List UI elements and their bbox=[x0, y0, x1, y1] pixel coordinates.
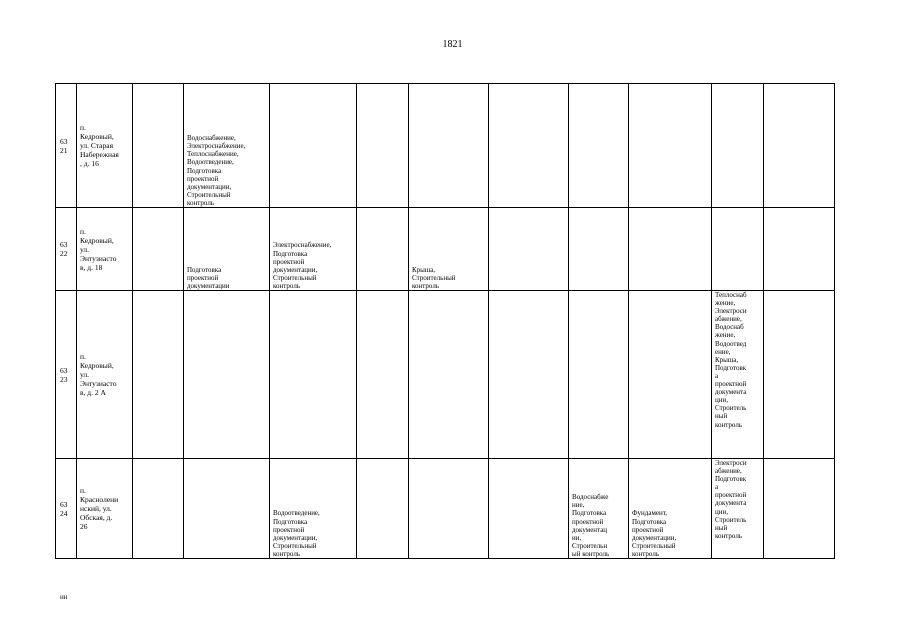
table-cell bbox=[569, 208, 629, 291]
table-cell bbox=[409, 459, 489, 559]
table-cell bbox=[712, 84, 764, 208]
row-number: 63 24 bbox=[56, 459, 77, 559]
address-cell: п. Кедровый, ул. Энтузиасто в, д. 18 bbox=[77, 208, 133, 291]
table-cell bbox=[764, 291, 835, 459]
table-cell: Крыша, Строительный контроль bbox=[409, 208, 489, 291]
table-cell: Подготовка проектной документации bbox=[184, 208, 270, 291]
table-cell bbox=[357, 459, 409, 559]
table-cell bbox=[629, 291, 712, 459]
table-cell bbox=[133, 291, 184, 459]
table-cell bbox=[489, 84, 569, 208]
table-cell: Водоснабже ние, Подготовка проектной документац ии, Строительн ый контроль bbox=[569, 459, 629, 559]
page-number: 1821 bbox=[442, 39, 463, 50]
works-table bbox=[55, 83, 835, 559]
table-cell: Электроснабжение, Подготовка проектной документации, Строительный контроль bbox=[270, 208, 357, 291]
table-cell bbox=[409, 84, 489, 208]
row-number: 63 21 bbox=[56, 84, 77, 208]
footer-mark: нн bbox=[60, 593, 68, 601]
address-cell: п. Кедровый, ул. Энтузиасто в, д. 2 А bbox=[77, 291, 133, 459]
table-cell bbox=[712, 208, 764, 291]
table-cell: Водоотведение, Подготовка проектной документации, Строительный контроль bbox=[270, 459, 357, 559]
table-cell bbox=[357, 84, 409, 208]
table-cell bbox=[489, 291, 569, 459]
table-cell bbox=[409, 291, 489, 459]
table-cell bbox=[184, 459, 270, 559]
table-cell bbox=[270, 291, 357, 459]
table-cell bbox=[569, 291, 629, 459]
table-cell bbox=[133, 208, 184, 291]
table-cell bbox=[357, 208, 409, 291]
table-cell bbox=[133, 459, 184, 559]
table-row bbox=[56, 208, 835, 291]
table-cell: Водоснабжение, Электроснабжение, Теплоснабжение, Водоотведение, Подготовка проектной документации, Строительный контроль bbox=[184, 84, 270, 208]
table-cell bbox=[569, 84, 629, 208]
table-cell bbox=[133, 84, 184, 208]
table-cell bbox=[489, 459, 569, 559]
row-number: 63 22 bbox=[56, 208, 77, 291]
table-cell bbox=[764, 459, 835, 559]
table-cell: Теплоснаб жение, Электроси абжение, Водоснаб жение, Водоотвед ение, Крыша, Подготовк а проектной документа ции, Строитель ный контроль bbox=[712, 291, 764, 459]
table-cell: Фундамент, Подготовка проектной документации, Строительный контроль bbox=[629, 459, 712, 559]
table-row bbox=[56, 291, 835, 459]
table-cell bbox=[357, 291, 409, 459]
address-cell: п. Краснолени нский, ул. Обская, д. 26 bbox=[77, 459, 133, 559]
table-cell: Электроси абжение, Подготовк а проектной документа ции, Строитель ный контроль bbox=[712, 459, 764, 559]
table-row bbox=[56, 459, 835, 559]
table-cell bbox=[184, 291, 270, 459]
table-cell bbox=[629, 208, 712, 291]
table-row bbox=[56, 84, 835, 208]
address-cell: п. Кедровый, ул. Старая Набережная , д. 16 bbox=[77, 84, 133, 208]
table-cell bbox=[629, 84, 712, 208]
row-number: 63 23 bbox=[56, 291, 77, 459]
table-cell bbox=[270, 84, 357, 208]
table-cell bbox=[489, 208, 569, 291]
table-cell bbox=[764, 84, 835, 208]
table-cell bbox=[764, 208, 835, 291]
